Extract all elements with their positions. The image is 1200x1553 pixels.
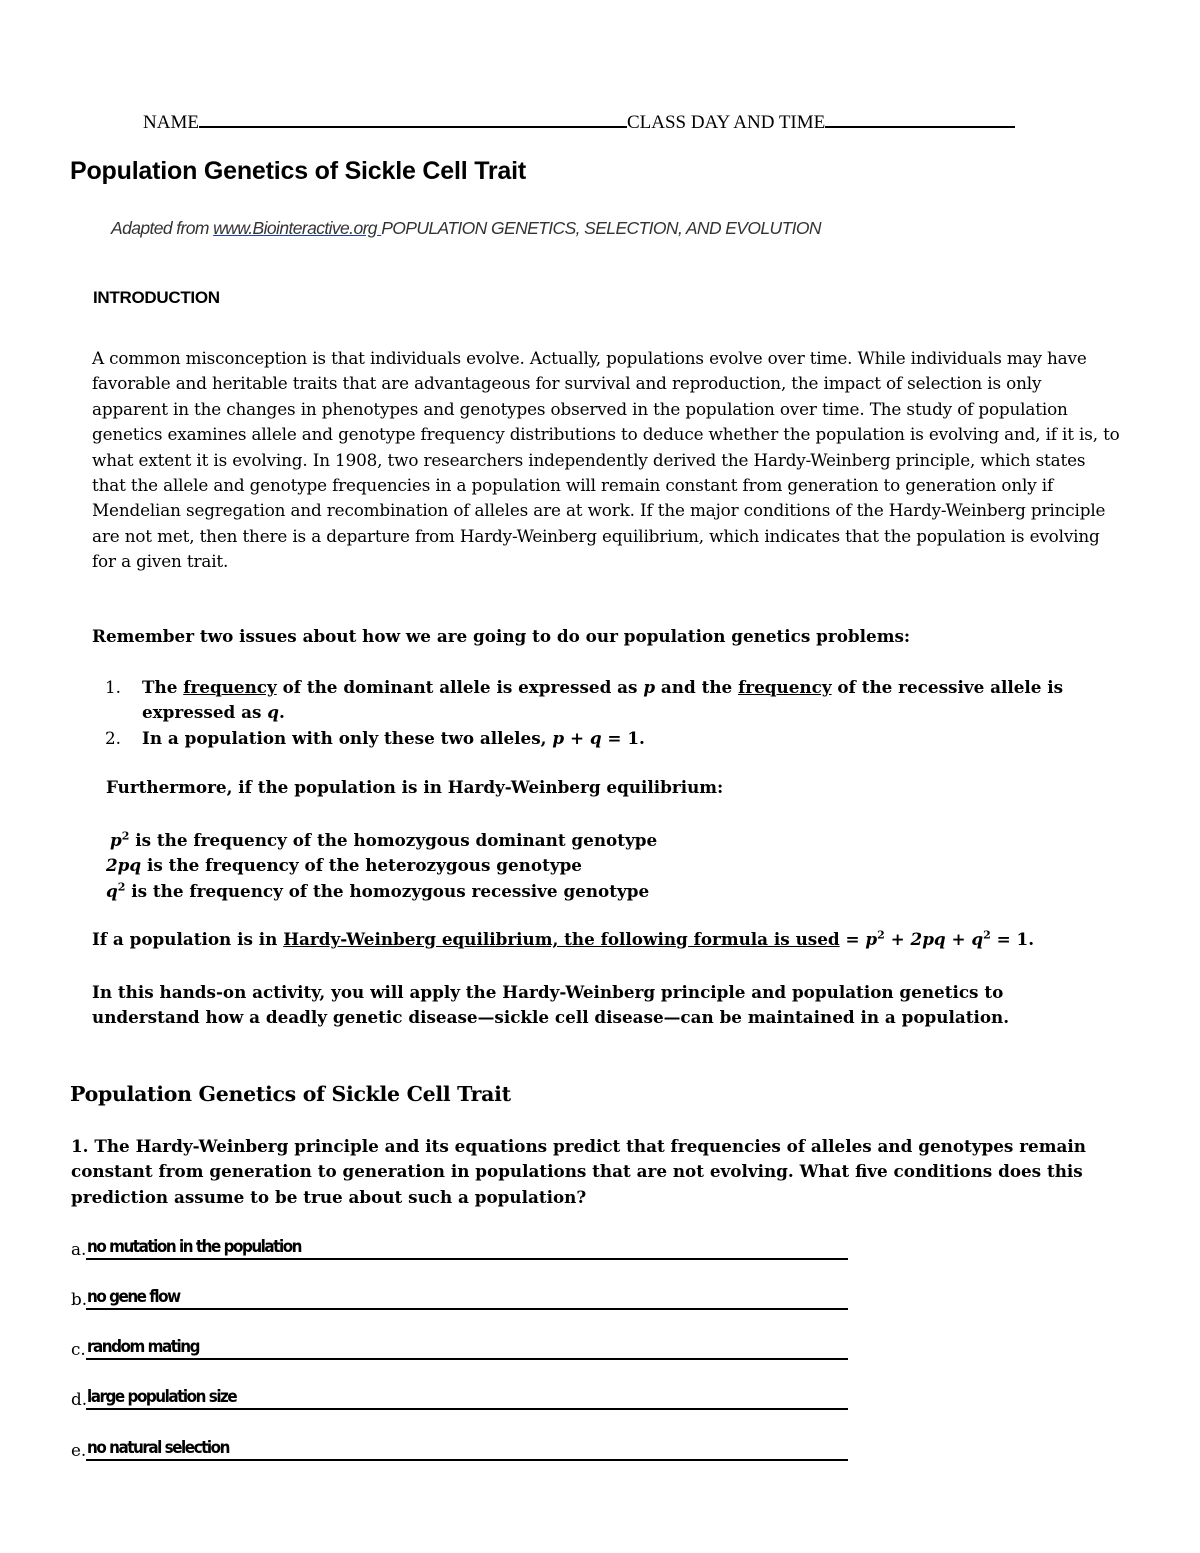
question-1: 1. The Hardy-Weinberg principle and its equations predict that frequencies of alleles and genotypes remain constant from generation to generation in populations that are not evolving. What five conditions does this prediction assume to be true about such a population? [71,1136,1086,1207]
name-class-row [143,108,1015,134]
handwritten-answer[interactable]: no gene flow [87,1287,180,1306]
answer-a[interactable] [71,1237,301,1259]
list-text: . [278,702,285,723]
p-symbol: p [110,830,122,850]
q-symbol: q [106,880,118,901]
equals-one: = 1. [990,929,1035,949]
name-field[interactable] [199,108,627,128]
frequency-underlined: frequency [183,677,277,697]
superscript: 2 [877,928,885,942]
handwritten-answer[interactable]: random mating [87,1337,199,1356]
page-title: Population Genetics of Sickle Cell Trait [70,157,527,185]
equals-sign: = [839,929,866,949]
p-symbol: p [643,677,656,697]
frequency-line [106,828,657,853]
frequency-text: is the frequency of the homozygous recessive genotype [125,880,650,901]
q-symbol: q [971,929,984,949]
frequency-underlined: frequency [738,677,832,697]
list-text: = 1. [601,727,645,748]
intro-paragraph: A common misconception is that individuals evolve. Actually, populations evolve over time. While individuals may have favorable and heritable traits that are advantageous for survival and reproduction, the impact of selection is only apparent in the changes in phenotypes and genotypes observed in the population over time. The study of population genetics examines allele and genotype frequency distributions to deduce whether the population is evolving and, if it is, to what extent it is evolving. In 1908, two researchers independently derived the Hardy-Weinberg principle, which states that the allele and genotype frequencies in a population will remain constant from generation to generation only if Mendelian segregation and recombination of alleles are at work. If the major conditions of the Hardy-Weinberg principle are not met, then there is a departure from Hardy-Weinberg equilibrium, which indicates that the population is evolving for a given trait. [92,348,1120,572]
answer-line [86,1308,848,1310]
genotype-frequencies [106,828,657,904]
list-item [105,675,1115,726]
list-text: of the recessive allele is expressed as [142,677,1064,723]
handwritten-answer[interactable]: no natural selection [87,1438,229,1457]
list-text: of the dominant allele is expressed as [276,677,644,697]
frequency-line [106,853,657,878]
answer-label: c. [71,1339,86,1359]
answer-line [86,1258,848,1260]
answer-line [86,1459,848,1461]
list-number: 2. [105,727,122,748]
superscript: 2 [121,829,130,843]
adapted-from-line [111,218,821,239]
adapted-prefix: Adapted from [111,218,214,238]
activity-paragraph: In this hands-on activity, you will apply the Hardy-Weinberg principle and population genetics to understand how a deadly genetic disease—sickle cell disease—can be maintained in a population. [92,982,1010,1028]
frequency-text: is the frequency of the homozygous dominant genotype [129,830,658,850]
list-text: In a population with only these two alleles, [142,727,553,748]
answer-e[interactable] [71,1438,229,1460]
answer-label: e. [71,1440,87,1460]
p-plus-q: p + q [552,727,602,748]
q-symbol: q [267,702,279,723]
hardy-weinberg-formula-line [92,929,1034,949]
2pq-symbol: 2pq [910,929,946,949]
answer-c[interactable] [71,1337,199,1359]
rules-list [105,675,1115,751]
superscript: 2 [983,928,991,942]
answer-b[interactable] [71,1287,180,1309]
answer-label: d. [71,1389,88,1409]
name-label: NAME [143,112,199,133]
p-symbol: p [865,929,878,949]
class-label: CLASS DAY AND TIME [626,112,826,133]
frequency-line [106,879,657,904]
furthermore-line: Furthermore, if the population is in Hardy-Weinberg equilibrium: [106,777,724,797]
remember-heading: Remember two issues about how we are going to do our population genetics problems: [92,626,911,646]
list-text: and the [655,677,739,697]
answer-label: b. [71,1289,88,1309]
answer-d[interactable] [71,1387,237,1409]
list-item [105,726,1115,751]
formula-underlined: Hardy-Weinberg equilibrium, the following formula is used [283,929,840,949]
answer-label: a. [71,1239,87,1259]
2pq-symbol: 2pq [106,855,142,876]
plus-sign: + [945,929,972,949]
frequency-text: is the frequency of the heterozygous genotype [141,855,582,876]
formula-prefix: If a population is in [92,929,284,949]
answer-line [86,1358,848,1360]
list-text: The [142,677,184,697]
answer-line [86,1408,848,1410]
class-day-time-field[interactable] [825,108,1015,128]
section-title: Population Genetics of Sickle Cell Trait [70,1082,511,1106]
biointeractive-link[interactable]: www.Biointeractive.org [213,218,382,238]
adapted-suffix: POPULATION GENETICS, SELECTION, AND EVOLUTION [381,218,821,238]
introduction-heading: INTRODUCTION [93,288,220,307]
handwritten-answer[interactable]: no mutation in the population [87,1237,301,1256]
plus-sign: + [884,929,911,949]
handwritten-answer[interactable]: large population size [87,1387,237,1406]
superscript: 2 [117,880,126,894]
list-number: 1. [105,677,122,697]
